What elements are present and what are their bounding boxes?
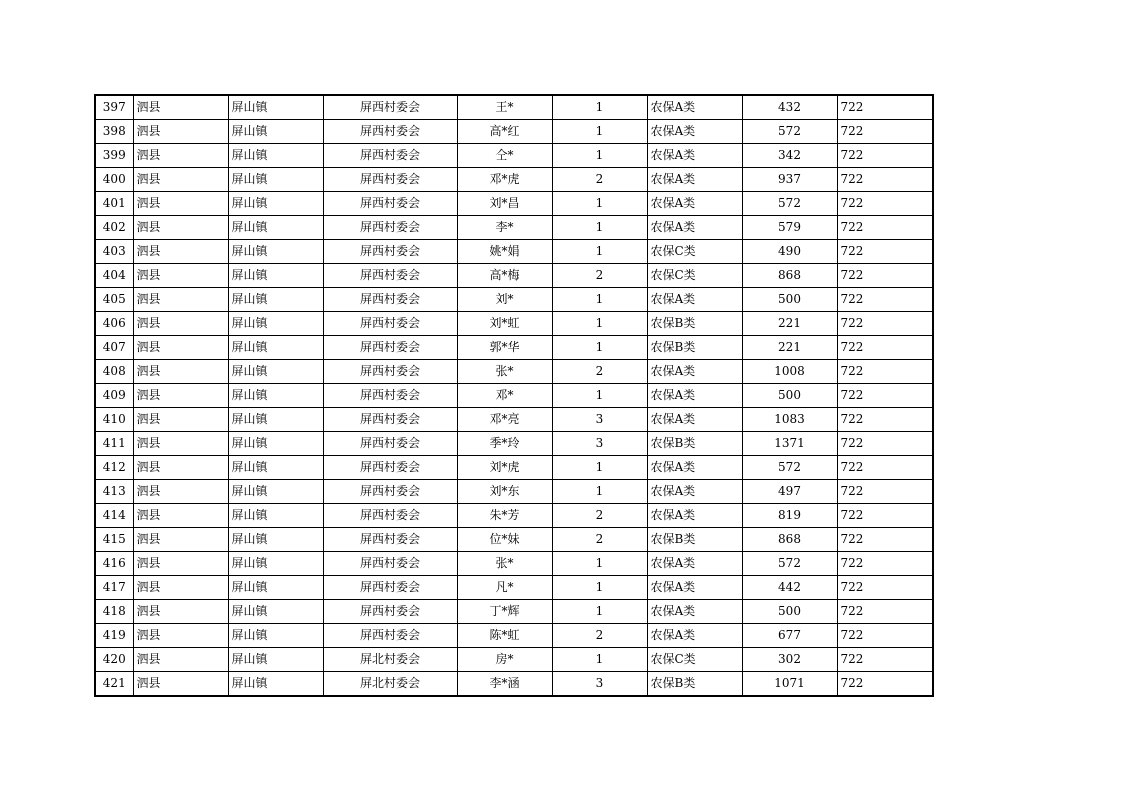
cell-household-size: 1 [552, 120, 647, 144]
cell-insurance-category: 农保B类 [647, 432, 742, 456]
table-row [95, 95, 933, 120]
cell-household-size: 1 [552, 480, 647, 504]
cell-village-committee: 屏西村委会 [323, 528, 457, 552]
cell-person-name: 朱*芳 [457, 504, 552, 528]
cell-row-number: 405 [95, 288, 133, 312]
cell-town: 屏山镇 [228, 240, 323, 264]
cell-person-name: 邓* [457, 384, 552, 408]
cell-county: 泗县 [133, 336, 228, 360]
cell-county: 泗县 [133, 648, 228, 672]
cell-county: 泗县 [133, 144, 228, 168]
cell-person-name: 刘*虹 [457, 312, 552, 336]
cell-insurance-category: 农保A类 [647, 456, 742, 480]
cell-row-number: 414 [95, 504, 133, 528]
cell-county: 泗县 [133, 600, 228, 624]
cell-row-number: 409 [95, 384, 133, 408]
cell-village-committee: 屏西村委会 [323, 504, 457, 528]
cell-village-committee: 屏西村委会 [323, 408, 457, 432]
cell-row-number: 403 [95, 240, 133, 264]
cell-standard: 722 [837, 408, 933, 432]
cell-row-number: 410 [95, 408, 133, 432]
cell-amount: 572 [742, 456, 837, 480]
cell-village-committee: 屏西村委会 [323, 600, 457, 624]
cell-row-number: 407 [95, 336, 133, 360]
cell-amount: 500 [742, 384, 837, 408]
cell-county: 泗县 [133, 456, 228, 480]
cell-row-number: 404 [95, 264, 133, 288]
cell-village-committee: 屏西村委会 [323, 384, 457, 408]
cell-county: 泗县 [133, 552, 228, 576]
cell-amount: 1083 [742, 408, 837, 432]
cell-village-committee: 屏西村委会 [323, 360, 457, 384]
cell-person-name: 刘*昌 [457, 192, 552, 216]
cell-amount: 221 [742, 312, 837, 336]
cell-insurance-category: 农保B类 [647, 312, 742, 336]
cell-row-number: 397 [95, 95, 133, 120]
cell-person-name: 凡* [457, 576, 552, 600]
table-row [95, 528, 933, 552]
cell-insurance-category: 农保C类 [647, 240, 742, 264]
cell-village-committee: 屏西村委会 [323, 576, 457, 600]
cell-amount: 937 [742, 168, 837, 192]
cell-person-name: 陈*虹 [457, 624, 552, 648]
cell-insurance-category: 农保A类 [647, 408, 742, 432]
cell-village-committee: 屏北村委会 [323, 648, 457, 672]
cell-county: 泗县 [133, 192, 228, 216]
cell-household-size: 1 [552, 312, 647, 336]
cell-row-number: 398 [95, 120, 133, 144]
cell-county: 泗县 [133, 432, 228, 456]
cell-row-number: 406 [95, 312, 133, 336]
cell-household-size: 2 [552, 264, 647, 288]
cell-household-size: 1 [552, 648, 647, 672]
cell-row-number: 416 [95, 552, 133, 576]
cell-standard: 722 [837, 192, 933, 216]
cell-county: 泗县 [133, 384, 228, 408]
cell-amount: 342 [742, 144, 837, 168]
cell-amount: 432 [742, 95, 837, 120]
cell-person-name: 刘*虎 [457, 456, 552, 480]
cell-insurance-category: 农保A类 [647, 480, 742, 504]
cell-insurance-category: 农保A类 [647, 288, 742, 312]
cell-household-size: 1 [552, 600, 647, 624]
cell-town: 屏山镇 [228, 408, 323, 432]
table-row [95, 120, 933, 144]
cell-household-size: 3 [552, 432, 647, 456]
cell-county: 泗县 [133, 576, 228, 600]
table-row [95, 216, 933, 240]
cell-county: 泗县 [133, 240, 228, 264]
cell-amount: 497 [742, 480, 837, 504]
cell-person-name: 刘*东 [457, 480, 552, 504]
cell-person-name: 李*涵 [457, 672, 552, 697]
cell-county: 泗县 [133, 168, 228, 192]
cell-household-size: 1 [552, 288, 647, 312]
cell-village-committee: 屏西村委会 [323, 95, 457, 120]
cell-household-size: 1 [552, 216, 647, 240]
cell-standard: 722 [837, 504, 933, 528]
cell-standard: 722 [837, 552, 933, 576]
cell-standard: 722 [837, 432, 933, 456]
cell-county: 泗县 [133, 504, 228, 528]
cell-row-number: 412 [95, 456, 133, 480]
cell-village-committee: 屏西村委会 [323, 120, 457, 144]
cell-town: 屏山镇 [228, 624, 323, 648]
cell-town: 屏山镇 [228, 384, 323, 408]
cell-insurance-category: 农保A类 [647, 192, 742, 216]
cell-insurance-category: 农保A类 [647, 600, 742, 624]
cell-row-number: 401 [95, 192, 133, 216]
table-row [95, 504, 933, 528]
cell-village-committee: 屏西村委会 [323, 312, 457, 336]
table-row [95, 576, 933, 600]
cell-amount: 868 [742, 264, 837, 288]
cell-person-name: 李* [457, 216, 552, 240]
cell-town: 屏山镇 [228, 288, 323, 312]
cell-town: 屏山镇 [228, 120, 323, 144]
table-row [95, 408, 933, 432]
table-row [95, 240, 933, 264]
cell-standard: 722 [837, 528, 933, 552]
cell-town: 屏山镇 [228, 144, 323, 168]
cell-person-name: 丁*辉 [457, 600, 552, 624]
cell-standard: 722 [837, 288, 933, 312]
cell-village-committee: 屏西村委会 [323, 216, 457, 240]
cell-town: 屏山镇 [228, 528, 323, 552]
cell-standard: 722 [837, 624, 933, 648]
cell-county: 泗县 [133, 360, 228, 384]
cell-town: 屏山镇 [228, 216, 323, 240]
cell-county: 泗县 [133, 480, 228, 504]
cell-county: 泗县 [133, 312, 228, 336]
cell-town: 屏山镇 [228, 432, 323, 456]
cell-county: 泗县 [133, 120, 228, 144]
cell-village-committee: 屏西村委会 [323, 240, 457, 264]
cell-insurance-category: 农保A类 [647, 144, 742, 168]
cell-standard: 722 [837, 120, 933, 144]
cell-standard: 722 [837, 384, 933, 408]
cell-village-committee: 屏西村委会 [323, 480, 457, 504]
cell-standard: 722 [837, 144, 933, 168]
cell-insurance-category: 农保A类 [647, 384, 742, 408]
table-row [95, 360, 933, 384]
cell-standard: 722 [837, 480, 933, 504]
cell-insurance-category: 农保A类 [647, 120, 742, 144]
table-row [95, 456, 933, 480]
cell-town: 屏山镇 [228, 456, 323, 480]
cell-town: 屏山镇 [228, 552, 323, 576]
table-row [95, 264, 933, 288]
cell-amount: 579 [742, 216, 837, 240]
table-body [95, 95, 933, 696]
cell-amount: 677 [742, 624, 837, 648]
cell-household-size: 2 [552, 168, 647, 192]
cell-county: 泗县 [133, 288, 228, 312]
cell-county: 泗县 [133, 408, 228, 432]
cell-village-committee: 屏西村委会 [323, 432, 457, 456]
cell-town: 屏山镇 [228, 504, 323, 528]
cell-household-size: 1 [552, 456, 647, 480]
cell-amount: 572 [742, 192, 837, 216]
cell-amount: 868 [742, 528, 837, 552]
cell-insurance-category: 农保A类 [647, 360, 742, 384]
cell-insurance-category: 农保A类 [647, 576, 742, 600]
cell-village-committee: 屏西村委会 [323, 552, 457, 576]
cell-standard: 722 [837, 672, 933, 697]
cell-county: 泗县 [133, 624, 228, 648]
cell-person-name: 仝* [457, 144, 552, 168]
cell-household-size: 1 [552, 95, 647, 120]
cell-standard: 722 [837, 264, 933, 288]
cell-household-size: 1 [552, 336, 647, 360]
cell-insurance-category: 农保A类 [647, 168, 742, 192]
cell-insurance-category: 农保C类 [647, 648, 742, 672]
cell-person-name: 郭*华 [457, 336, 552, 360]
cell-standard: 722 [837, 240, 933, 264]
cell-county: 泗县 [133, 672, 228, 697]
cell-town: 屏山镇 [228, 672, 323, 697]
cell-village-committee: 屏西村委会 [323, 456, 457, 480]
cell-amount: 1371 [742, 432, 837, 456]
cell-row-number: 419 [95, 624, 133, 648]
cell-row-number: 421 [95, 672, 133, 697]
cell-household-size: 1 [552, 552, 647, 576]
cell-insurance-category: 农保A类 [647, 504, 742, 528]
cell-household-size: 1 [552, 576, 647, 600]
cell-person-name: 位*妹 [457, 528, 552, 552]
cell-standard: 722 [837, 95, 933, 120]
cell-household-size: 2 [552, 624, 647, 648]
cell-amount: 490 [742, 240, 837, 264]
cell-village-committee: 屏西村委会 [323, 168, 457, 192]
table-row [95, 384, 933, 408]
table-row [95, 672, 933, 697]
cell-standard: 722 [837, 360, 933, 384]
cell-row-number: 413 [95, 480, 133, 504]
cell-person-name: 张* [457, 360, 552, 384]
cell-insurance-category: 农保C类 [647, 264, 742, 288]
cell-village-committee: 屏西村委会 [323, 336, 457, 360]
cell-household-size: 1 [552, 384, 647, 408]
cell-row-number: 402 [95, 216, 133, 240]
cell-row-number: 415 [95, 528, 133, 552]
cell-household-size: 1 [552, 144, 647, 168]
cell-town: 屏山镇 [228, 95, 323, 120]
cell-amount: 819 [742, 504, 837, 528]
cell-county: 泗县 [133, 264, 228, 288]
cell-insurance-category: 农保A类 [647, 216, 742, 240]
table-row [95, 600, 933, 624]
table-row [95, 624, 933, 648]
cell-household-size: 3 [552, 672, 647, 697]
cell-person-name: 高*梅 [457, 264, 552, 288]
cell-village-committee: 屏西村委会 [323, 288, 457, 312]
table-row [95, 288, 933, 312]
table-row [95, 480, 933, 504]
cell-amount: 1008 [742, 360, 837, 384]
cell-town: 屏山镇 [228, 336, 323, 360]
cell-town: 屏山镇 [228, 264, 323, 288]
cell-household-size: 2 [552, 528, 647, 552]
cell-insurance-category: 农保B类 [647, 336, 742, 360]
cell-town: 屏山镇 [228, 168, 323, 192]
cell-town: 屏山镇 [228, 312, 323, 336]
cell-person-name: 邓*亮 [457, 408, 552, 432]
cell-person-name: 高*红 [457, 120, 552, 144]
cell-standard: 722 [837, 312, 933, 336]
cell-standard: 722 [837, 600, 933, 624]
cell-row-number: 400 [95, 168, 133, 192]
table-row [95, 312, 933, 336]
cell-row-number: 418 [95, 600, 133, 624]
cell-insurance-category: 农保B类 [647, 528, 742, 552]
cell-county: 泗县 [133, 528, 228, 552]
cell-amount: 442 [742, 576, 837, 600]
cell-village-committee: 屏西村委会 [323, 624, 457, 648]
cell-amount: 572 [742, 120, 837, 144]
table-row [95, 648, 933, 672]
cell-standard: 722 [837, 216, 933, 240]
cell-row-number: 399 [95, 144, 133, 168]
table-row [95, 168, 933, 192]
data-table [94, 94, 934, 697]
cell-household-size: 2 [552, 504, 647, 528]
cell-standard: 722 [837, 456, 933, 480]
cell-amount: 500 [742, 288, 837, 312]
cell-amount: 1071 [742, 672, 837, 697]
cell-village-committee: 屏西村委会 [323, 144, 457, 168]
cell-village-committee: 屏西村委会 [323, 192, 457, 216]
table-row [95, 432, 933, 456]
cell-insurance-category: 农保B类 [647, 672, 742, 697]
cell-person-name: 邓*虎 [457, 168, 552, 192]
cell-household-size: 2 [552, 360, 647, 384]
cell-standard: 722 [837, 648, 933, 672]
cell-household-size: 3 [552, 408, 647, 432]
table-row [95, 336, 933, 360]
cell-town: 屏山镇 [228, 576, 323, 600]
cell-row-number: 420 [95, 648, 133, 672]
cell-insurance-category: 农保A类 [647, 95, 742, 120]
cell-standard: 722 [837, 168, 933, 192]
cell-row-number: 417 [95, 576, 133, 600]
cell-row-number: 411 [95, 432, 133, 456]
cell-person-name: 刘* [457, 288, 552, 312]
cell-town: 屏山镇 [228, 480, 323, 504]
cell-village-committee: 屏西村委会 [323, 264, 457, 288]
cell-insurance-category: 农保A类 [647, 552, 742, 576]
cell-person-name: 王* [457, 95, 552, 120]
cell-amount: 302 [742, 648, 837, 672]
cell-county: 泗县 [133, 216, 228, 240]
cell-town: 屏山镇 [228, 360, 323, 384]
cell-amount: 500 [742, 600, 837, 624]
cell-standard: 722 [837, 576, 933, 600]
cell-row-number: 408 [95, 360, 133, 384]
cell-town: 屏山镇 [228, 600, 323, 624]
cell-county: 泗县 [133, 95, 228, 120]
cell-household-size: 1 [552, 240, 647, 264]
cell-person-name: 姚*娟 [457, 240, 552, 264]
cell-household-size: 1 [552, 192, 647, 216]
cell-town: 屏山镇 [228, 648, 323, 672]
cell-town: 屏山镇 [228, 192, 323, 216]
cell-amount: 221 [742, 336, 837, 360]
table-row [95, 552, 933, 576]
cell-person-name: 房* [457, 648, 552, 672]
table-row [95, 144, 933, 168]
cell-amount: 572 [742, 552, 837, 576]
cell-insurance-category: 农保A类 [647, 624, 742, 648]
table-row [95, 192, 933, 216]
cell-standard: 722 [837, 336, 933, 360]
cell-village-committee: 屏北村委会 [323, 672, 457, 697]
cell-person-name: 张* [457, 552, 552, 576]
cell-person-name: 季*玲 [457, 432, 552, 456]
